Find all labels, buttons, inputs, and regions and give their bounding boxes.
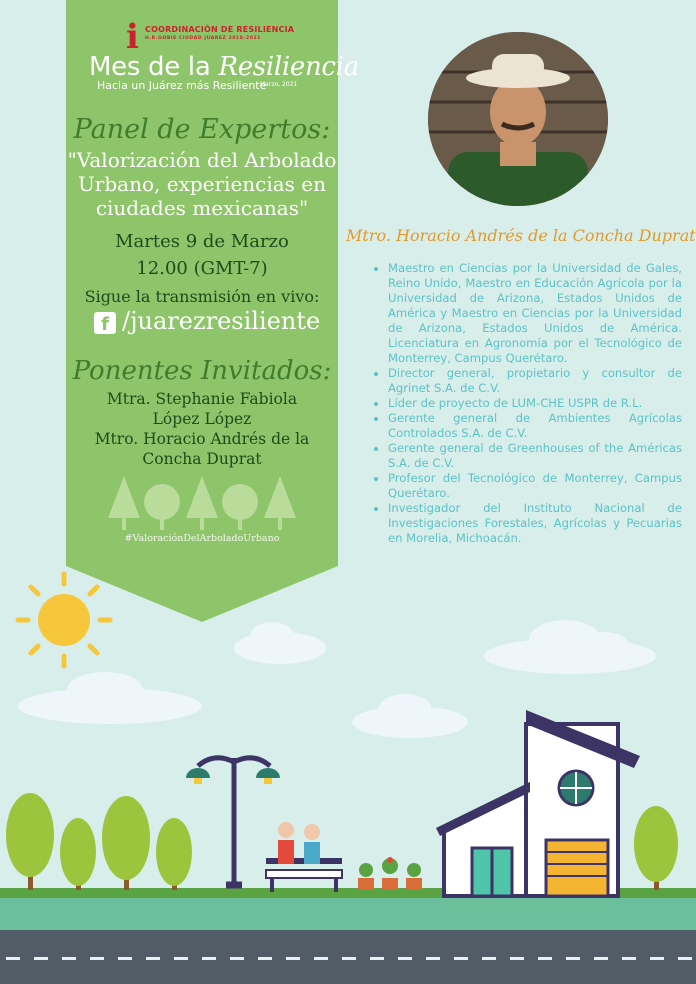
speaker-name: Mtro. Horacio Andrés de la Concha Duprat — [346, 226, 696, 245]
campaign-title: Mes de la Resiliencia — [89, 52, 359, 82]
house-icon — [436, 710, 640, 896]
campaign-subtitle: Hacia un Juárez más Resiliente — [97, 79, 267, 92]
logo-subtitle: H.R.GOBIE CIUDAD JUAREZ 2018-2021 — [145, 36, 261, 41]
list-item: • Investigador del Instituto Nacional de Investigaciones Forestales, Agrícolas y Pecuarias en Morelia, Michoacán. — [388, 501, 682, 546]
panel-heading: Panel de Expertos: — [73, 114, 331, 145]
stream-label: Sigue la transmisión en vivo: — [84, 287, 320, 306]
speakers-list: Mtra. Stephanie Fabiola López López Mtro. Horacio Andrés de la Concha Duprat — [94, 390, 310, 468]
social-handle-link[interactable]: /juarezresiliente — [122, 307, 321, 335]
event-date: Martes 9 de Marzo — [115, 231, 289, 252]
facebook-icon[interactable]: f — [94, 312, 116, 334]
list-item: • Profesor del Tecnológico de Monterrey, Campus Querétaro. — [388, 471, 682, 501]
speaker-bio-list — [372, 261, 682, 546]
plant-pots — [358, 857, 422, 890]
list-item: • Director general, propietario y consultor de Agrinet S.A. de C.V. — [388, 366, 682, 396]
list-item: • Maestro en Ciencias por la Universidad de Gales, Reino Unido, Maestro en Educación Agrícola por la Universidad de Arizona, Estados Unidos de América y Maestro en Ciencias por la Universidad de Arizona, Estados Unidos de América. Licenciatura en Agronomía por el Tecnológico de Monterrey, Campus Querétaro. — [388, 261, 682, 366]
campaign-date: Marzo, 2021 — [260, 81, 298, 88]
tree-row-icon — [104, 474, 300, 532]
event-time: 12.00 (GMT-7) — [136, 258, 268, 279]
event-hashtag: #ValoraciónDelArboladoUrbano — [124, 533, 280, 544]
list-item: • Gerente general de Greenhouses of the Américas S.A. de C.V. — [388, 441, 682, 471]
logo-title: COORDINACIÓN DE RESILIENCIA — [145, 25, 295, 34]
speakers-heading: Ponentes Invitados: — [72, 356, 332, 386]
sun-icon — [18, 574, 110, 666]
logo-icon: i — [126, 17, 139, 57]
street-scene — [0, 700, 696, 900]
speaker-photo — [428, 32, 608, 206]
road — [0, 930, 696, 984]
sidewalk — [0, 898, 696, 930]
panel-title: "Valorización del Arbolado Urbano, experiencias en ciudades mexicanas" — [67, 148, 337, 220]
list-item: • Gerente general de Ambientes Agrícolas Controlados S.A. de C.V. — [388, 411, 682, 441]
bench-icon — [266, 822, 342, 892]
list-item: • Líder de proyecto de LUM-CHE USPR de R.L. — [388, 396, 682, 411]
